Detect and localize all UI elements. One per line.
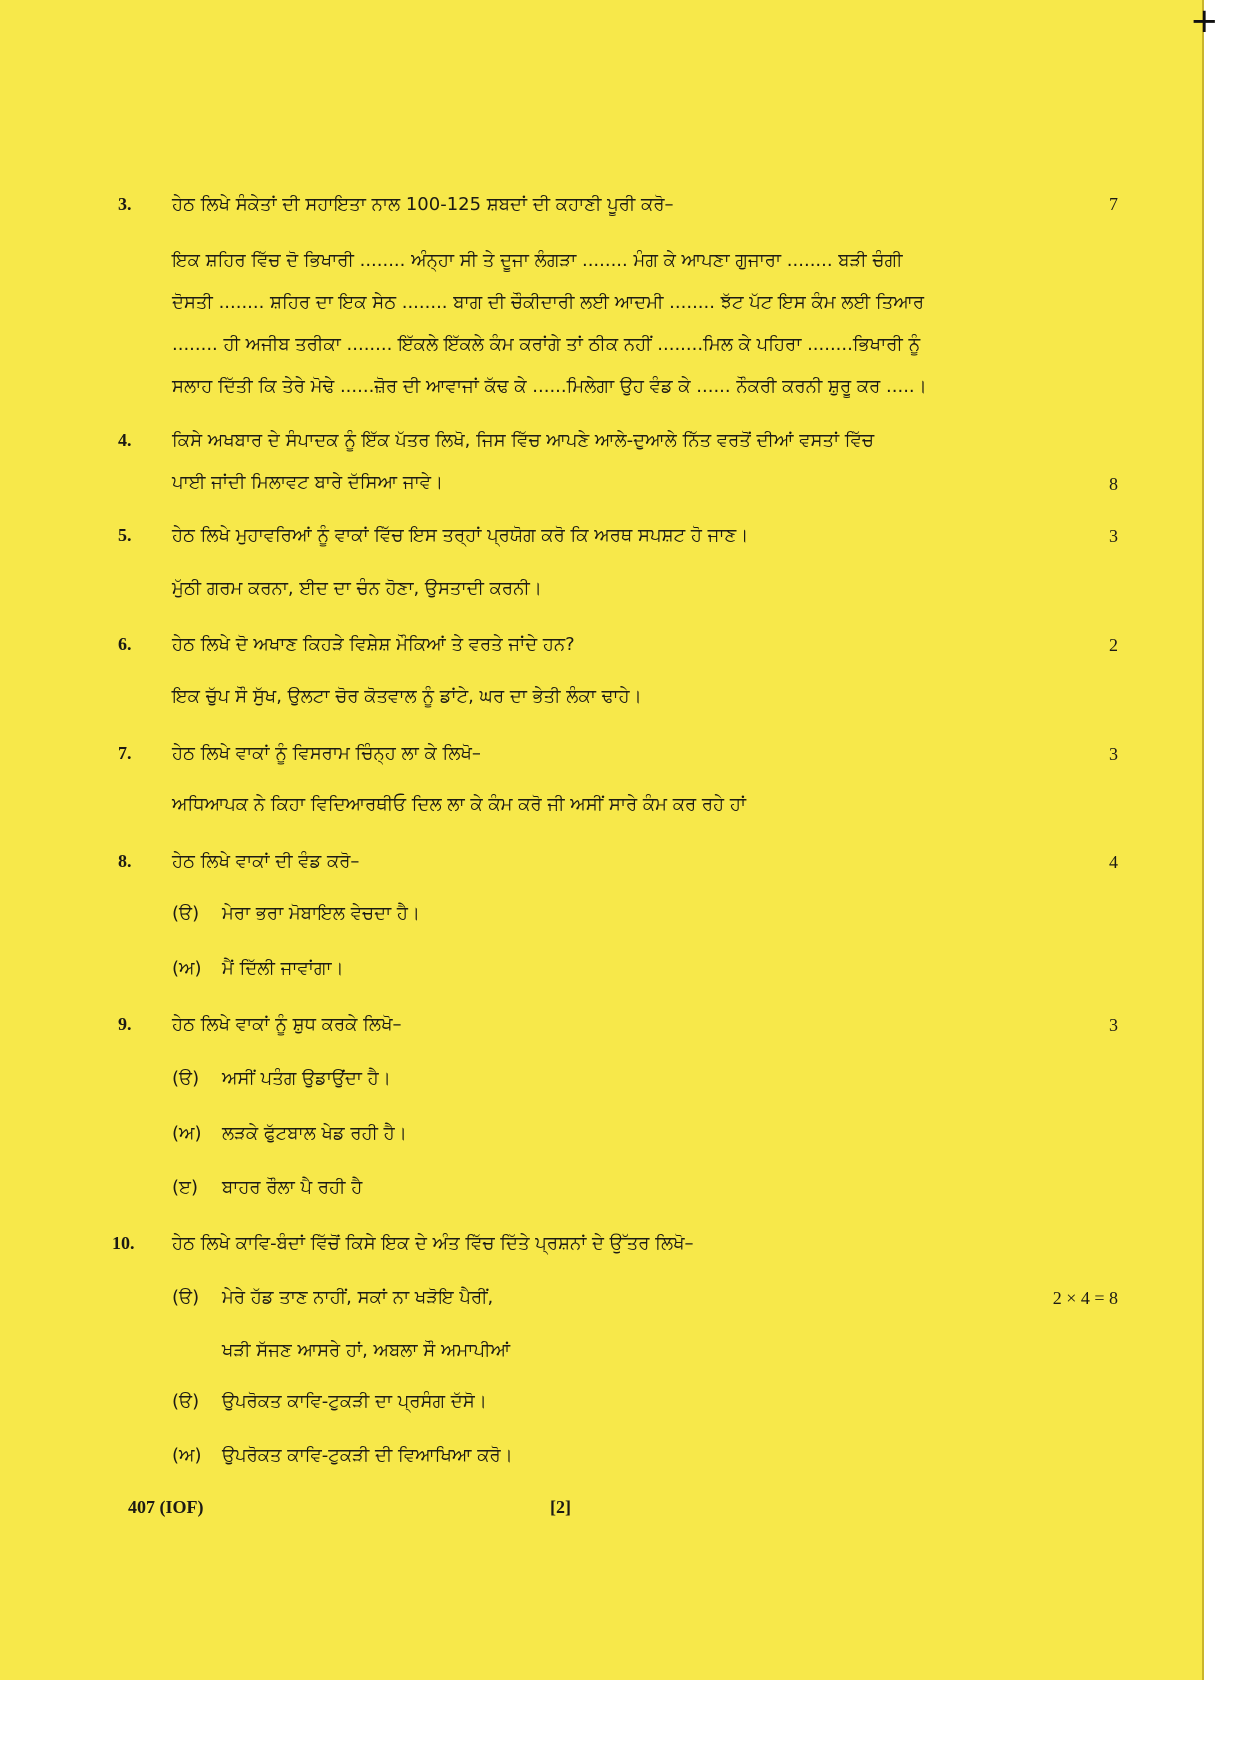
story-hint-line: ਸਲਾਹ ਦਿੱਤੀ ਕਿ ਤੇਰੇ ਮੋਢੇ ......ਜ਼ੋਰ ਦੀ ਆਵਾਜਾਂ ਕੱਢ ਕੇ ......ਮਿਲੇਗਾ ਉਹ ਵੰਡ ਕੇ ...... ਨੌਕਰੀ ਕਰਨੀ ਸ਼ੁਰੂ ਕਰ .....। <box>172 376 927 397</box>
question-number: 6. <box>118 634 132 654</box>
verse-line: ਖੜੀ ਸੱਜਣ ਆਸਰੇ ਹਾਂ, ਅਬਲਾ ਸੌ ਅਮਾਪੀਆਂ <box>222 1340 511 1361</box>
part-label: (ਅ) <box>172 1445 202 1466</box>
idioms-line: ਮੁੱਠੀ ਗਰਮ ਕਰਨਾ, ਈਦ ਦਾ ਚੰਨ ਹੋਣਾ, ਉਸਤਾਦੀ ਕਰਨੀ। <box>172 578 542 599</box>
question-number: 4. <box>118 430 132 450</box>
part-label: (ੳ) <box>172 903 200 924</box>
part-text: ਉਪਰੋਕਤ ਕਾਵਿ-ਟੁਕੜੀ ਦੀ ਵਿਆਖਿਆ ਕਰੋ। <box>222 1445 513 1466</box>
part-text: ਬਾਹਰ ਰੌਲਾ ਪੈ ਰਹੀ ਹੈ <box>222 1177 363 1198</box>
question-text: ਹੇਠ ਲਿਖੇ ਵਾਕਾਂ ਨੂੰ ਸ਼ੁਧ ਕਰਕੇ ਲਿਖੋ– <box>172 1014 402 1035</box>
question-marks: 3 <box>1109 744 1118 764</box>
question-text: ਹੇਠ ਲਿਖੇ ਵਾਕਾਂ ਦੀ ਵੰਡ ਕਰੋ– <box>172 851 360 872</box>
punctuation-sentence: ਅਧਿਆਪਕ ਨੇ ਕਿਹਾ ਵਿਦਿਆਰਥੀਓ ਦਿਲ ਲਾ ਕੇ ਕੰਮ ਕਰੋ ਜੀ ਅਸੀਂ ਸਾਰੇ ਕੰਮ ਕਰ ਰਹੇ ਹਾਂ <box>172 794 746 815</box>
part-text: ਅਸੀਂ ਪਤੰਗ ਉਡਾਉਂਦਾ ਹੈ। <box>222 1068 391 1089</box>
question-number: 7. <box>118 743 132 763</box>
question-marks: 7 <box>1109 194 1118 214</box>
registration-mark: + <box>1190 1 1219 41</box>
verse-line: ਮੇਰੇ ਹੱਡ ਤਾਣ ਨਾਹੀਂ, ਸਕਾਂ ਨਾ ਖੜੋਇ ਪੈਰੀਂ, <box>222 1287 494 1308</box>
part-text: ਮੇਰਾ ਭਰਾ ਮੋਬਾਇਲ ਵੇਚਦਾ ਹੈ। <box>222 903 421 924</box>
part-label: (ਅ) <box>172 958 202 979</box>
part-label: (ੳ) <box>172 1068 200 1089</box>
part-text: ਲੜਕੇ ਫੁੱਟਬਾਲ ਖੇਡ ਰਹੀ ਹੈ। <box>222 1123 407 1144</box>
question-marks: 2 × 4 = 8 <box>1052 1288 1118 1308</box>
question-marks: 3 <box>1109 1015 1118 1035</box>
question-text-continued: ਪਾਈ ਜਾਂਦੀ ਮਿਲਾਵਟ ਬਾਰੇ ਦੱਸਿਆ ਜਾਵੇ। <box>172 472 444 493</box>
question-number: 10. <box>112 1233 135 1253</box>
question-marks: 3 <box>1109 526 1118 546</box>
option-label: (ੳ) <box>172 1287 200 1308</box>
question-text: ਹੇਠ ਲਿਖੇ ਮੁਹਾਵਰਿਆਂ ਨੂੰ ਵਾਕਾਂ ਵਿੱਚ ਇਸ ਤਰ੍ਹਾਂ ਪ੍ਰਯੋਗ ਕਰੋ ਕਿ ਅਰਥ ਸਪਸ਼ਟ ਹੋ ਜਾਣ। <box>172 525 749 546</box>
question-text: ਹੇਠ ਲਿਖੇ ਕਾਵਿ-ਬੰਦਾਂ ਵਿੱਚੋਂ ਕਿਸੇ ਇਕ ਦੇ ਅੰਤ ਵਿੱਚ ਦਿੱਤੇ ਪ੍ਰਸ਼ਨਾਂ ਦੇ ਉੱਤਰ ਲਿਖੋ– <box>172 1233 694 1254</box>
question-marks: 2 <box>1109 635 1118 655</box>
question-text: ਹੇਠ ਲਿਖੇ ਵਾਕਾਂ ਨੂੰ ਵਿਸਰਾਮ ਚਿੰਨ੍ਹ ਲਾ ਕੇ ਲਿਖੋ– <box>172 743 481 764</box>
paper-code: 407 (IOF) <box>128 1497 204 1517</box>
question-text: ਕਿਸੇ ਅਖਬਾਰ ਦੇ ਸੰਪਾਦਕ ਨੂੰ ਇੱਕ ਪੱਤਰ ਲਿਖੋ, ਜਿਸ ਵਿੱਚ ਆਪਣੇ ਆਲੇ-ਦੁਆਲੇ ਨਿੱਤ ਵਰਤੋਂ ਦੀਆਂ ਵਸਤਾਂ ਵਿੱਚ <box>172 430 875 451</box>
part-label: (ੲ) <box>172 1177 199 1198</box>
page-number: [2] <box>550 1497 571 1517</box>
question-number: 9. <box>118 1014 132 1034</box>
question-number: 5. <box>118 525 132 545</box>
sheet-edge <box>1202 0 1204 1680</box>
part-label: (ਅ) <box>172 1123 202 1144</box>
part-label: (ੳ) <box>172 1391 200 1412</box>
proverbs-line: ਇਕ ਚੁੱਪ ਸੌ ਸੁੱਖ, ਉਲਟਾ ਚੋਰ ਕੋਤਵਾਲ ਨੂੰ ਡਾਂਟੇ, ਘਰ ਦਾ ਭੇਤੀ ਲੰਕਾ ਢਾਹੇ। <box>172 686 642 707</box>
part-text: ਉਪਰੋਕਤ ਕਾਵਿ-ਟੁਕੜੀ ਦਾ ਪ੍ਰਸੰਗ ਦੱਸੋ। <box>222 1391 487 1412</box>
question-number: 8. <box>118 851 132 871</box>
question-text: ਹੇਠ ਲਿਖੇ ਦੋ ਅਖਾਣ ਕਿਹੜੇ ਵਿਸ਼ੇਸ਼ ਮੌਕਿਆਂ ਤੇ ਵਰਤੇ ਜਾਂਦੇ ਹਨ? <box>172 634 575 655</box>
question-marks: 4 <box>1109 852 1118 872</box>
question-text: ਹੇਠ ਲਿਖੇ ਸੰਕੇਤਾਂ ਦੀ ਸਹਾਇਤਾ ਨਾਲ 100-125 ਸ਼ਬਦਾਂ ਦੀ ਕਹਾਣੀ ਪੂਰੀ ਕਰੋ– <box>172 194 674 215</box>
part-text: ਮੈਂ ਦਿੱਲੀ ਜਾਵਾਂਗਾ। <box>222 958 344 979</box>
question-marks: 8 <box>1109 474 1118 494</box>
question-number: 3. <box>118 194 132 214</box>
story-hint-line: ........ ਹੀ ਅਜੀਬ ਤਰੀਕਾ ........ ਇੱਕਲੇ ਇੱਕਲੇ ਕੰਮ ਕਰਾਂਗੇ ਤਾਂ ਠੀਕ ਨਹੀਂ ........ਮਿਲ ਕੇ ਪਹਿਰਾ ........ਭਿਖਾਰੀ ਨੂੰ <box>172 334 921 355</box>
story-hint-line: ਇਕ ਸ਼ਹਿਰ ਵਿੱਚ ਦੋ ਭਿਖਾਰੀ ........ ਅੰਨ੍ਹਾ ਸੀ ਤੇ ਦੂਜਾ ਲੰਗੜਾ ........ ਮੰਗ ਕੇ ਆਪਣਾ ਗੁਜਾਰਾ ........ ਬੜੀ ਚੰਗੀ <box>172 250 903 271</box>
story-hint-line: ਦੋਸਤੀ ........ ਸ਼ਹਿਰ ਦਾ ਇਕ ਸੇਠ ........ ਬਾਗ ਦੀ ਚੌਕੀਦਾਰੀ ਲਈ ਆਦਮੀ ........ ਝੱਟ ਪੱਟ ਇਸ ਕੰਮ ਲਈ ਤਿਆਰ <box>172 292 924 313</box>
